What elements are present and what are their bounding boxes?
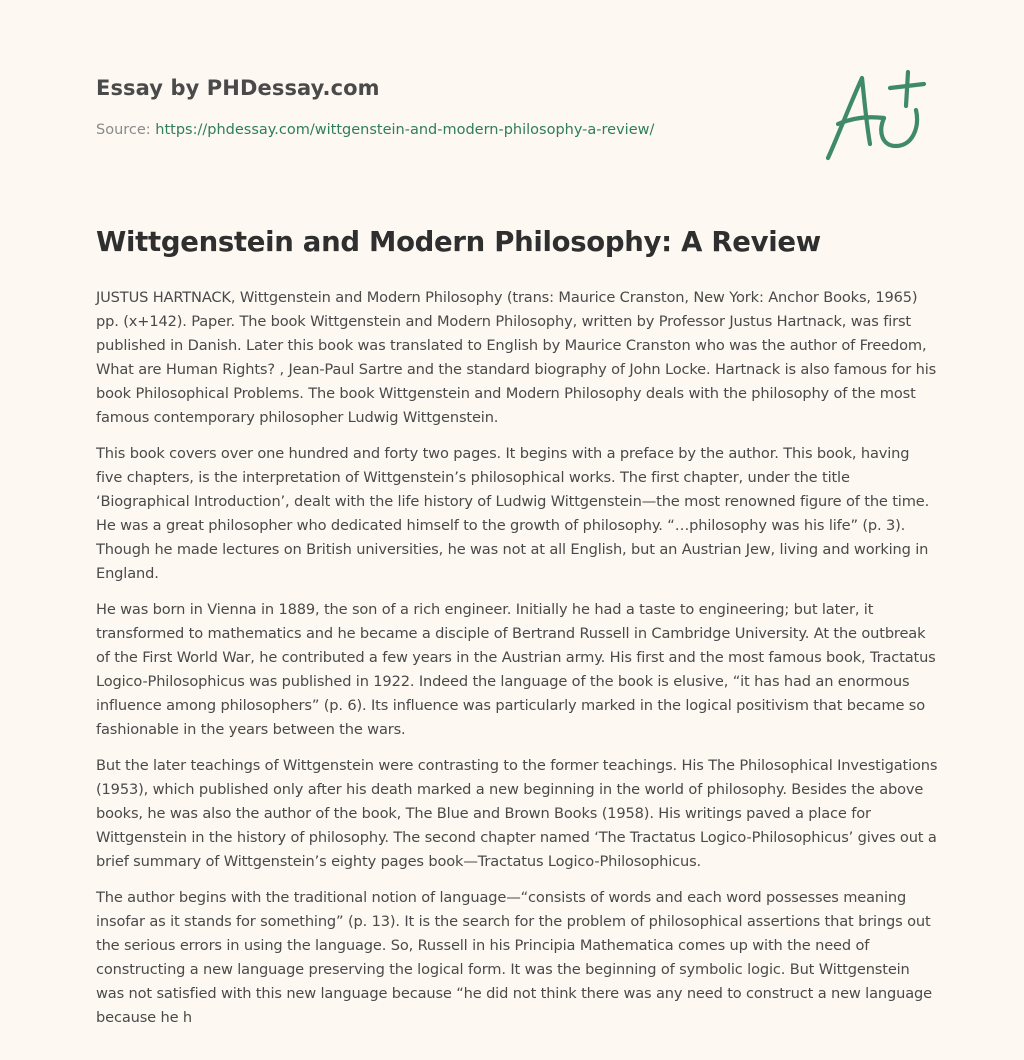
site-brand: Essay by PHDessay.com	[96, 76, 380, 100]
source-label: Source:	[96, 122, 151, 138]
source-line	[96, 122, 796, 138]
article-title: Wittgenstein and Modern Philosophy: A Review	[96, 226, 821, 258]
paragraph: He was born in Vienna in 1889, the son of a rich engineer. Initially he had a taste to engineering; but later, it transformed to mathematics and he became a disciple of Bertrand Russell in Cambridge University. At the outbreak of the First World War, he contributed a few years in the Austrian army. His first and the most famous book, Tractatus Logico-Philosophicus was published in 1922. Indeed the language of the book is elusive, “it has had an enormous influence among philosophers” (p. 6). Its influence was particularly marked in the logical positivism that became so fashionable in the years between the wars.	[96, 601, 936, 738]
a-plus-grade-logo-icon	[816, 66, 928, 166]
paragraph: But the later teachings of Wittgenstein were contrasting to the former teachings. His The Philosophical Investigations (1953), which published only after his death marked a new beginning in the world of philosophy. Besides the above books, he was also the author of the book, The Blue and Brown Books (1958). His writings paved a place for Wittgenstein in the history of philosophy. The second chapter named ‘The Tractatus Logico-Philosophicus’ gives out a brief summary of Wittgenstein’s eighty pages book—Tractatus Logico-Philosophicus.	[96, 757, 938, 870]
paragraph: The author begins with the traditional notion of language—“consists of words and each word possesses meaning insofar as it stands for something” (p. 13). It is the search for the problem of philosophical assertions that brings out the serious errors in using the language. So, Russell in his Principia Mathematica comes up with the need of constructing a new language preserving the logical form. It was the beginning of symbolic logic. But Wittgenstein was not satisfied with this new language because “he did not think there was any need to construct a new language because he h	[96, 889, 932, 1026]
paragraph: This book covers over one hundred and forty two pages. It begins with a preface by the author. This book, having five chapters, is the interpretation of Wittgenstein’s philosophical works. The first chapter, under the title ‘Biographical Introduction’, dealt with the life history of Ludwig Wittgenstein—the most renowned figure of the time. He was a great philosopher who dedicated himself to the growth of philosophy. “…philosophy was his life” (p. 3). Though he made lectures on British universities, he was not at all English, but an Austrian Jew, living and working in England.	[96, 445, 930, 582]
paragraph: JUSTUS HARTNACK, Wittgenstein and Modern Philosophy (trans: Maurice Cranston, New York: Anchor Books, 1965) pp. (x+142). Paper. The book Wittgenstein and Modern Philosophy, written by Professor Justus Hartnack, was first published in Danish. Later this book was translated to English by Maurice Cranston who was the author of Freedom, What are Human Rights? , Jean-Paul Sartre and the standard biography of John Locke. Hartnack is also famous for his book Philosophical Problems. The book Wittgenstein and Modern Philosophy deals with the philosophy of the most famous contemporary philosopher Ludwig Wittgenstein.	[96, 289, 937, 426]
page-header	[96, 76, 796, 138]
article-body	[96, 286, 938, 1042]
source-link[interactable]: https://phdessay.com/wittgenstein-and-modern-philosophy-a-review/	[155, 122, 655, 138]
